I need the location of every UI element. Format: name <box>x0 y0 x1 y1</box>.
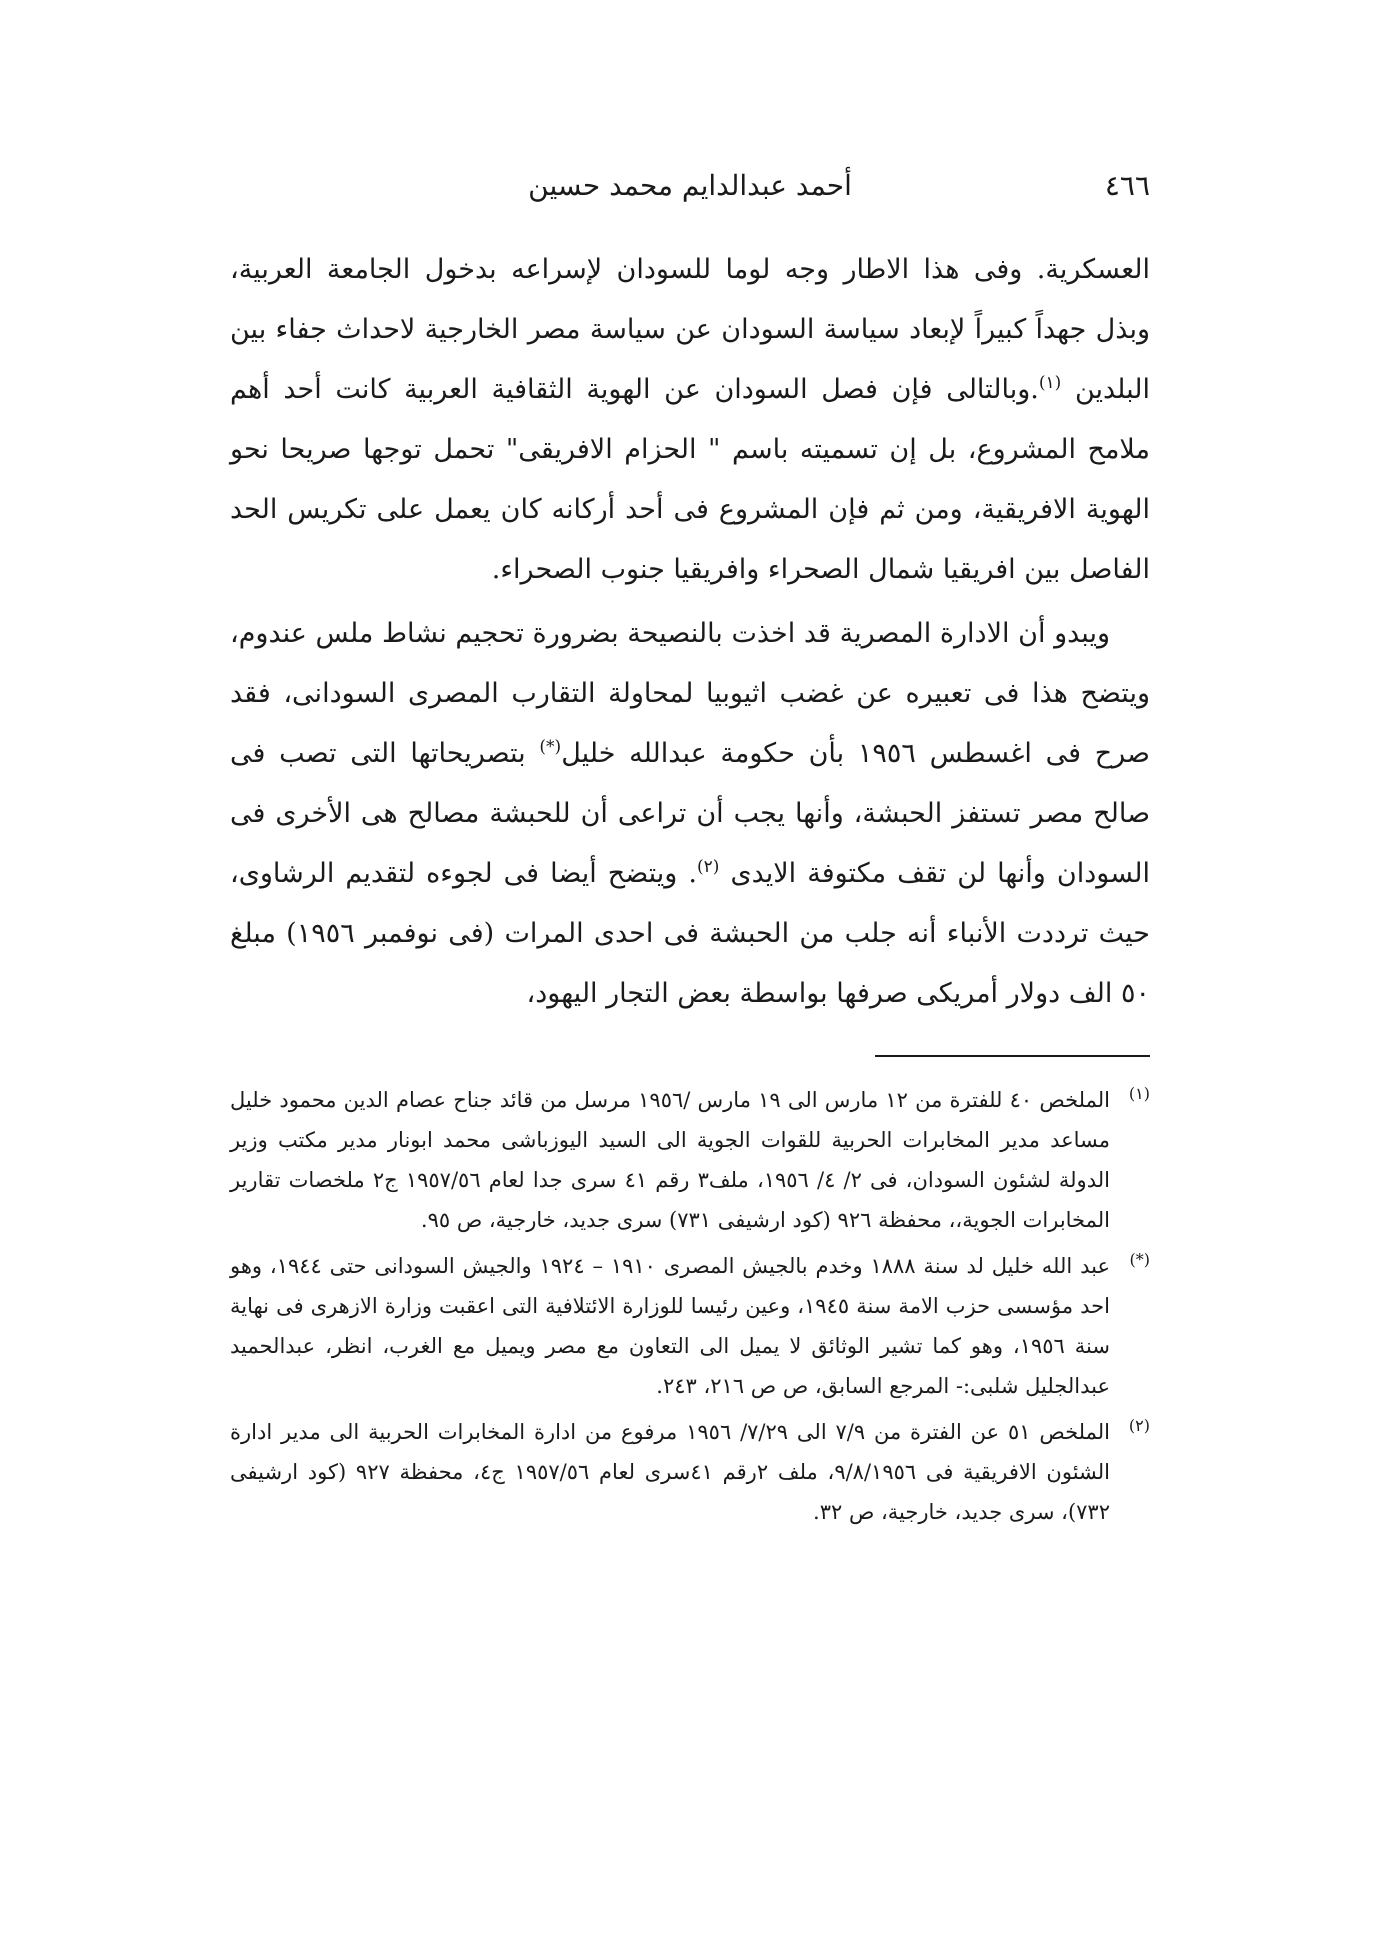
paragraph-1-text-a: العسكرية. وفى هذا الاطار وجه لوما للسودان لإسراعه بدخول الجامعة العربية، وبذل جهداً كبيراً لإبعاد سياسة السودان عن سياسة مصر الخارجية لاحداث جفاء بين البلدين <box>230 254 1150 405</box>
footnote-1 <box>230 1080 1150 1240</box>
footnote-ref-2: (٢) <box>696 857 720 877</box>
paragraph-2-text-a: ويبدو أن الادارة المصرية قد اخذت بالنصيحة بضرورة تحجيم نشاط ملس عندوم، ويتضح هذا فى تعبيره عن غضب اثيوبيا لمحاولة التقارب المصرى السودانى، فقد صرح فى اغسطس ١٩٥٦ بأن حكومة عبدالله خليل <box>230 618 1150 769</box>
footnote-number: (١) <box>1128 1084 1150 1103</box>
paragraph-2 <box>230 604 1150 1024</box>
footnote-ref-star: (*) <box>539 737 562 757</box>
footnotes <box>230 1080 1150 1538</box>
paragraph-2-text-b: بتصريحاتها التى تصب فى صالح مصر تستفز الحبشة، وأنها يجب أن تراعى أن للحبشة مصالح هى الأخرى فى السودان وأنها لن تقف مكتوفة الايدى <box>230 738 1151 889</box>
footnote-text: عبد الله خليل لد سنة ١٨٨٨ وخدم بالجيش المصرى ١٩١٠ – ١٩٢٤ والجيش السودانى حتى ١٩٤٤، وهو احد مؤسسى حزب الامة سنة ١٩٤٥، وعين رئيسا للوزارة الائتلافية التى اعقبت وزارة الازهرى فى نهاية سنة ١٩٥٦، وهو كما تشير الوثائق لا يميل الى التعاون مع مصر ويميل مع الغرب، انظر، عبدالحميد عبدالجليل شلبى:- المرجع السابق، ص ص ٢١٦، ٢٤٣. <box>230 1254 1110 1398</box>
footnote-text: الملخص ٤٠ للفترة من ١٢ مارس الى ١٩ مارس /١٩٥٦ مرسل من قائد جناح عصام الدين محمود خليل مساعد مدير المخابرات الحربية للقوات الجوية الى السيد اليوزباشى محمد ابونار مدير مكتب وزير الدولة لشئون السودان، فى ٢/ ٤/ ١٩٥٦، ملف٣ رقم ٤١ سرى جدا لعام ١٩٥٧/٥٦ ج٢ ملخصات تقارير المخابرات الجوية،، محفظة ٩٢٦ (كود ارشيفى ٧٣١) سرى جديد، خارجية، ص ٩٥. <box>230 1088 1110 1232</box>
body-text <box>230 240 1150 1024</box>
page-number: ٤٦٦ <box>1104 168 1150 202</box>
footnote-separator <box>875 1055 1150 1057</box>
paragraph-1 <box>230 240 1150 600</box>
footnote-number: (*) <box>1129 1250 1150 1269</box>
page-header <box>230 160 1150 210</box>
footnote-number: (٢) <box>1128 1416 1150 1435</box>
paragraph-1-text-b: .وبالتالى فإن فصل السودان عن الهوية الثقافية العربية كانت أحد أهم ملامح المشروع، بل إن تسميته باسم " الحزام الافريقى" تحمل توجها صريحا نحو الهوية الافريقية، ومن ثم فإن المشروع فى أحد أركانه كان يعمل على تكريس الحد الفاصل بين افريقيا شمال الصحراء وافريقيا جنوب الصحراء. <box>230 374 1150 585</box>
footnote-ref-1: (١) <box>1038 373 1062 393</box>
footnote-text: الملخص ٥١ عن الفترة من ٧/٩ الى ٧/٢٩/ ١٩٥٦ مرفوع من ادارة المخابرات الحربية الى مدير ادارة الشئون الافريقية فى ٩/٨/١٩٥٦، ملف ٢رقم ٤١سرى لعام ١٩٥٧/٥٦ ج٤، محفظة ٩٢٧ (كود ارشيفى ٧٣٢)، سرى جديد، خارجية، ص ٣٢. <box>230 1420 1111 1524</box>
footnote-star <box>230 1246 1150 1406</box>
paragraph-2-text-c: . ويتضح أيضا فى لجوءه لتقديم الرشاوى، حيث ترددت الأنباء أنه جلب من الحبشة فى احدى المرات (فى نوفمبر ١٩٥٦) مبلغ ٥٠ الف دولار أمريكى صرفها بواسطة بعض التجار اليهود، <box>230 858 1150 1009</box>
running-head: أحمد عبدالدايم محمد حسين <box>528 168 852 202</box>
footnote-2 <box>230 1412 1150 1532</box>
